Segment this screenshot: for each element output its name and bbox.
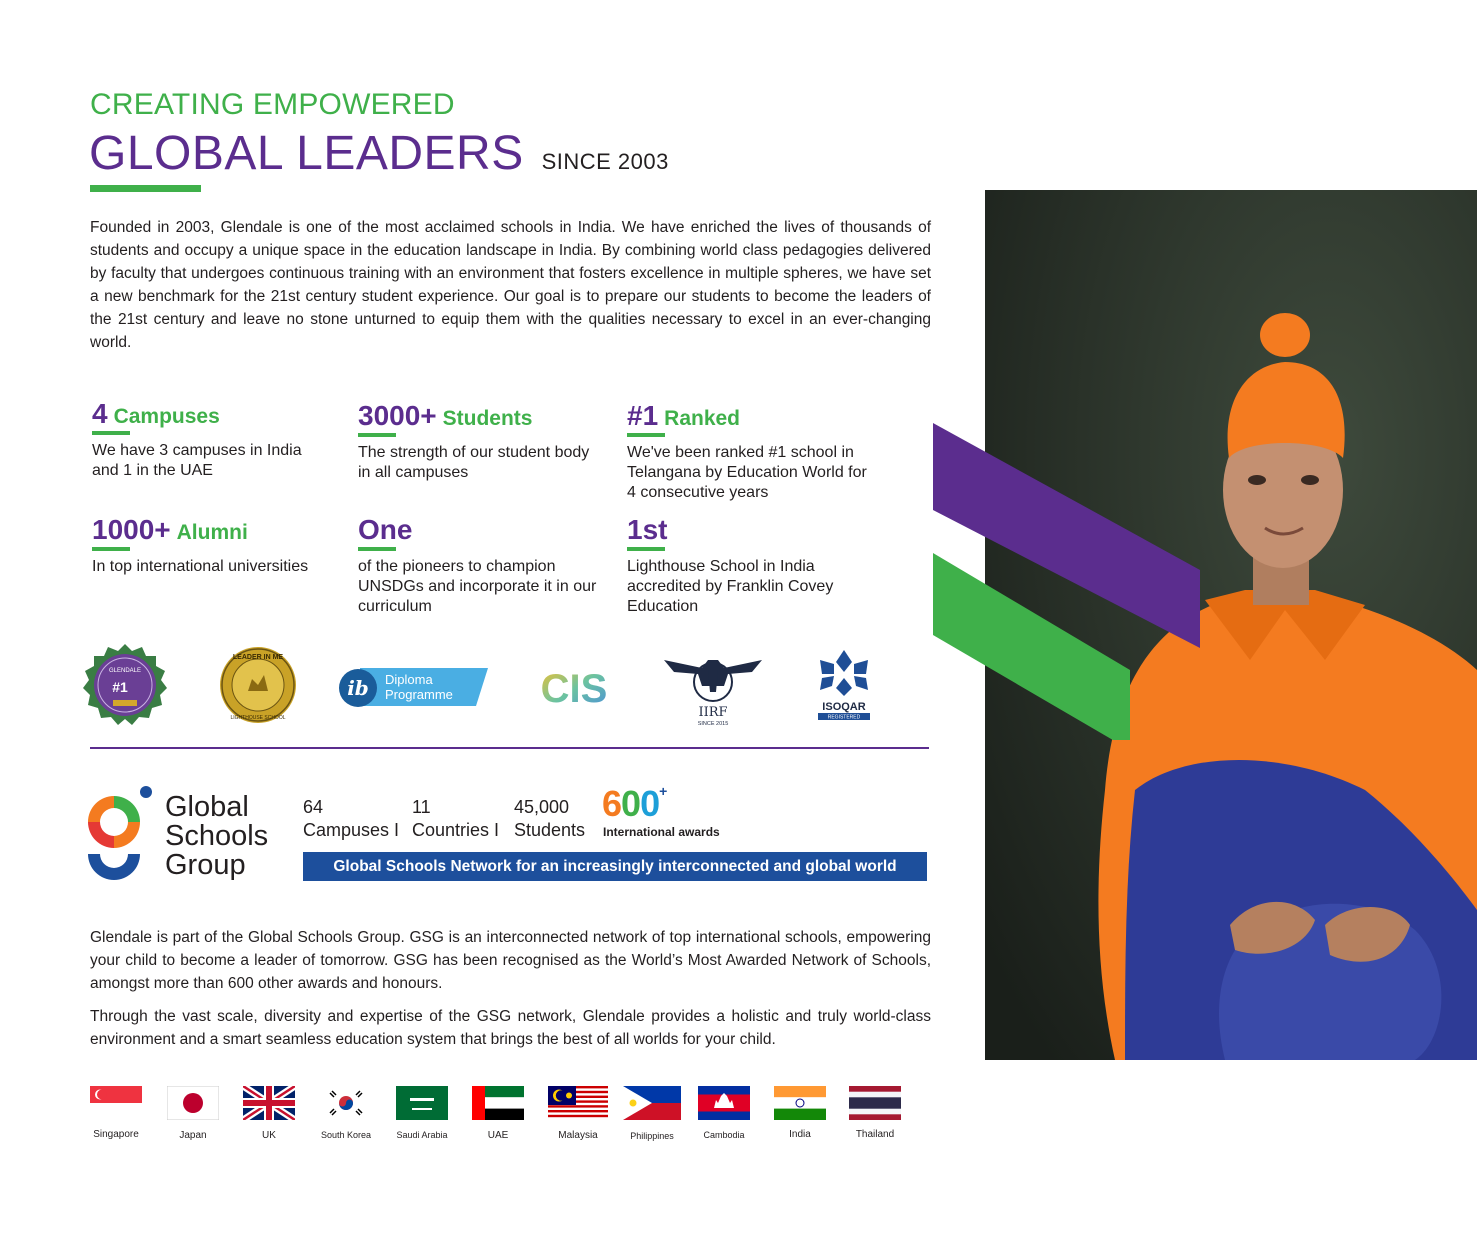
- decorative-stripes: [930, 420, 1477, 740]
- stat-value: 4: [92, 398, 108, 429]
- gsg-countries-label: Countries I: [412, 820, 500, 840]
- gsg-countries-num: 11: [412, 797, 431, 817]
- intro-paragraph: Founded in 2003, Glendale is one of the most acclaimed schools in India. We have enriched the lives of thousands of students and occupy a unique space in the education landscape in India. By combining world class pedagogies delivered by faculty that undergoes continuous training with an environment that fosters excellence in multiple spheres, we have set a new benchmark for the 21st century student experience. Our goal is to prepare our students to become the leaders of the 21st century and leave no stone unturned to equip them with the qualities necessary to excel in an ever-changing world.: [90, 219, 931, 351]
- tagline: CREATING EMPOWERED: [90, 88, 455, 121]
- stat-desc: Lighthouse School in India accredited by Franklin Covey Education: [627, 558, 834, 615]
- stat-word: Students: [442, 407, 533, 430]
- stat-bar: [627, 433, 665, 437]
- stat-desc: The strength of our student body in all campuses: [358, 444, 590, 481]
- stat-bar: [627, 547, 665, 551]
- headline: [89, 126, 669, 190]
- gsg-students-label: Students: [514, 820, 586, 840]
- gsg-name-line3: Group: [165, 849, 246, 881]
- stat-desc: In top international universities: [92, 558, 309, 575]
- stat-bar: [358, 433, 396, 437]
- gsg-campuses-label-text: Campuses: [303, 820, 390, 840]
- gsg-awards-num: 600+: [602, 783, 667, 824]
- gsg-awards-plus: +: [659, 783, 667, 799]
- flag-label-india: India: [789, 1129, 811, 1140]
- stat-desc: of the pioneers to champion UNSDGs and incorporate it in our curriculum: [358, 558, 597, 615]
- stat-one: [358, 514, 598, 617]
- flag-label-cambodia: Cambodia: [703, 1130, 745, 1140]
- svg-text:ib: ib: [347, 676, 369, 700]
- stat-students: [358, 400, 598, 483]
- stat-value: 1st: [627, 514, 668, 545]
- stat-word: Campuses: [113, 405, 220, 428]
- green-rule: [90, 185, 201, 192]
- malaysia-flag-icon: [548, 1086, 608, 1120]
- glendale-seal-text: GLENDALE: [108, 668, 142, 674]
- stat-word: Alumni: [176, 521, 248, 544]
- flag-label-saudi-arabia: Saudi Arabia: [396, 1130, 448, 1140]
- gsg-campuses-num: 64: [303, 797, 324, 817]
- flag-label-uae: UAE: [487, 1130, 509, 1141]
- flag-label-japan: Japan: [179, 1130, 207, 1141]
- leader-in-me-badge: [218, 645, 298, 725]
- leader-in-me-text: LEADER IN ME: [232, 654, 284, 661]
- iirf-since-text: SINCE 2015: [697, 721, 729, 727]
- flag-label-south-korea: South Korea: [320, 1130, 372, 1140]
- flag-label-thailand: Thailand: [855, 1129, 895, 1140]
- gsg-countries-label-text: Countries: [412, 820, 490, 840]
- cis-text: CIS: [540, 667, 608, 708]
- glendale-rank-text: #1: [112, 679, 128, 695]
- gsg-name-line1: Global: [165, 791, 249, 823]
- stat-value: One: [358, 514, 413, 545]
- stat-campuses: [92, 398, 332, 481]
- gsg-name-line2: Schools: [165, 820, 269, 852]
- iirf-text: IIRF: [698, 705, 728, 720]
- stat-value: 3000+: [358, 400, 437, 431]
- ib-line2: Programme: [385, 687, 453, 702]
- since-text: SINCE 2003: [541, 149, 669, 174]
- headline-text: GLOBAL LEADERS: [89, 127, 524, 180]
- iirf-badge: [658, 642, 768, 728]
- stat-first: [627, 514, 867, 617]
- singapore-flag-icon: [90, 1086, 142, 1120]
- gsg-awards-label: International awards: [603, 825, 720, 839]
- flag-label-philippines: Philippines: [630, 1131, 674, 1141]
- stat-alumni: [92, 514, 332, 577]
- glendale-seal-badge: [82, 642, 168, 728]
- gsg-logo-icon: [88, 782, 156, 886]
- japan-flag-icon: [167, 1086, 219, 1120]
- gsg-banner: Global Schools Network for an increasingly interconnected and global world: [303, 852, 927, 881]
- uk-flag-icon: [243, 1086, 295, 1120]
- divider: [90, 747, 929, 749]
- india-flag-icon: [774, 1086, 826, 1120]
- isoqar-badge: [812, 648, 876, 724]
- gsg-paragraph-2: Through the vast scale, diversity and expertise of the GSG network, Glendale provides a holistic and truly world-class environment and a smart seamless education system that brings the best of all worlds for your child.: [90, 1008, 931, 1048]
- stat-ranked: [627, 400, 867, 503]
- stat-bar: [92, 431, 130, 435]
- south-korea-flag-icon: [320, 1086, 372, 1120]
- isoqar-text: ISOQAR: [822, 701, 866, 713]
- cis-logo: [533, 664, 615, 708]
- stat-desc: We've been ranked #1 school in Telangana by Education World for 4 consecutive years: [627, 444, 867, 501]
- ib-line1: Diploma: [385, 672, 433, 687]
- stat-desc: We have 3 campuses in India and 1 in the UAE: [92, 442, 302, 479]
- thailand-flag-icon: [849, 1086, 901, 1120]
- ib-diploma-badge: [338, 664, 490, 710]
- stat-word: Ranked: [664, 407, 741, 430]
- isoqar-registered-text: REGISTERED: [827, 714, 861, 721]
- stat-bar: [358, 547, 396, 551]
- stat-value: #1: [627, 400, 659, 431]
- gsg-campuses-label: Campuses I: [303, 820, 400, 840]
- lighthouse-text: LIGHTHOUSE SCHOOL: [230, 715, 286, 721]
- stat-value: 1000+: [92, 514, 171, 545]
- stat-bar: [92, 547, 130, 551]
- saudi-arabia-flag-icon: [396, 1086, 448, 1120]
- cambodia-flag-icon: [698, 1086, 750, 1120]
- uae-flag-icon: [472, 1086, 524, 1120]
- philippines-flag-icon: [623, 1086, 681, 1120]
- gsg-paragraph-1: Glendale is part of the Global Schools Group. GSG is an interconnected network of top international schools, empowering your child to become a leader of tomorrow. GSG has been recognised as the World’s Most Awarded Network of Schools, amongst more than 600 other awards and honours.: [90, 929, 931, 992]
- gsg-name: [165, 793, 268, 880]
- flag-label-uk: UK: [262, 1130, 276, 1141]
- gsg-students-num: 45,000: [514, 797, 570, 817]
- flag-label-malaysia: Malaysia: [558, 1130, 598, 1141]
- flag-label-singapore: Singapore: [93, 1129, 139, 1140]
